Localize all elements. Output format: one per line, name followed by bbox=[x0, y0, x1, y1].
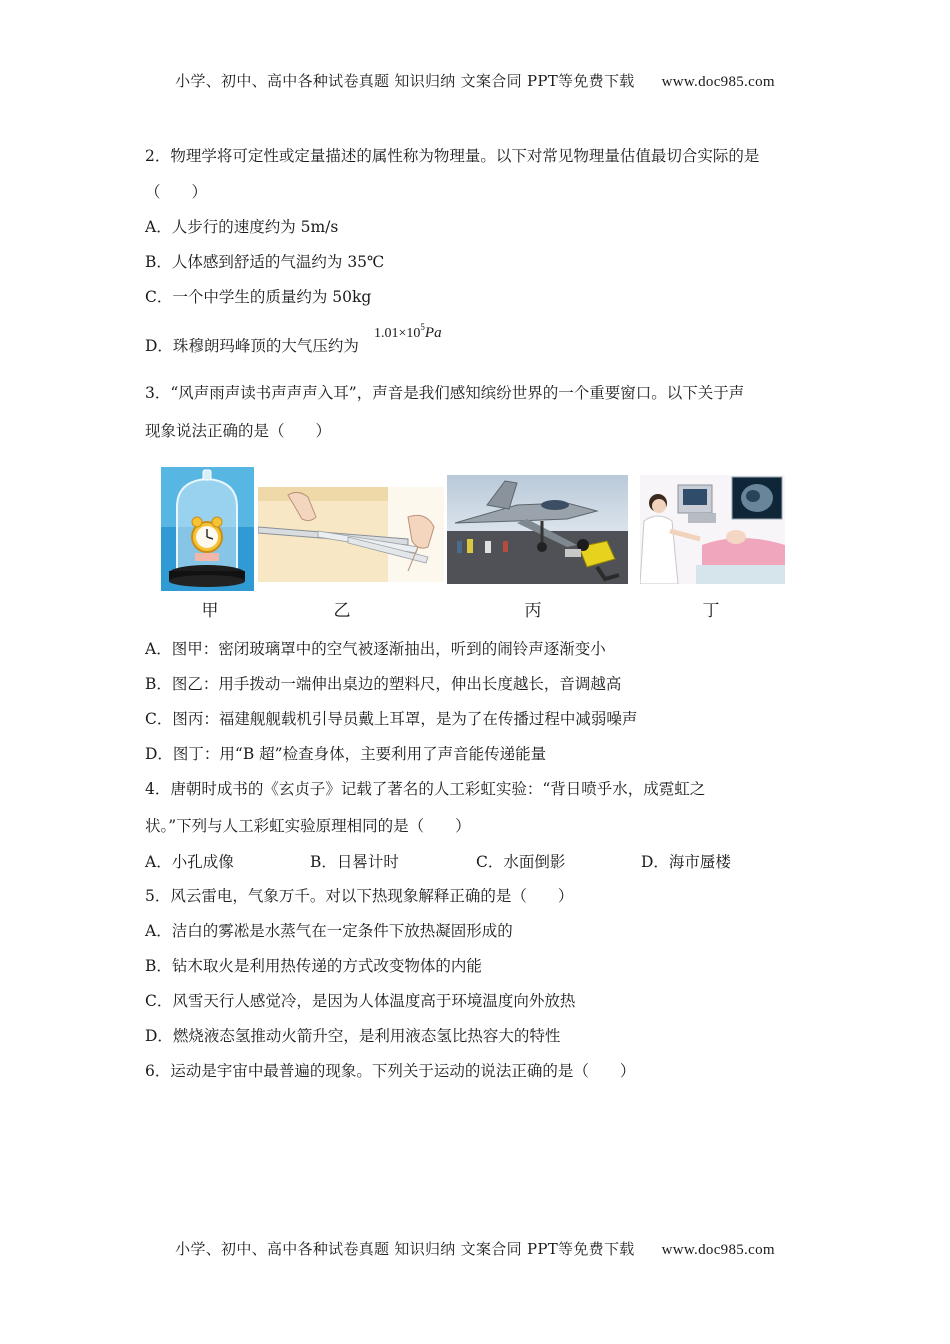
q4-stem-line2: 状。”下列与人工彩虹实验原理相同的是（ ） bbox=[145, 817, 471, 835]
q5-stem: 5．风云雷电，气象万千。对以下热现象解释正确的是（ ） bbox=[145, 887, 574, 905]
q2-option-d: D．珠穆朗玛峰顶的大气压约为 bbox=[145, 337, 359, 355]
q2-paren: （ ） bbox=[145, 183, 208, 201]
figure-label-yi: 乙 bbox=[333, 601, 351, 621]
figure-ultrasound bbox=[640, 475, 785, 584]
q5-option-c: C．风雪天行人感觉冷，是因为人体温度高于环境温度向外放热 bbox=[145, 992, 576, 1010]
q4-option-d: D．海市蜃楼 bbox=[641, 853, 731, 871]
q3-stem-line2: 现象说法正确的是（ ） bbox=[145, 422, 332, 440]
figure-bell-jar bbox=[161, 467, 254, 591]
q3-stem-line1: 3．“风声雨声读书声声声入耳”，声音是我们感知缤纷世界的一个重要窗口。以下关于声 bbox=[145, 384, 745, 402]
formula-exponent: 5 bbox=[420, 322, 425, 332]
formula-base: 1.01×10 bbox=[374, 326, 421, 341]
q2-formula bbox=[374, 322, 442, 342]
page-header bbox=[0, 70, 950, 91]
q4-option-a: A．小孔成像 bbox=[145, 853, 234, 871]
q5-option-d: D．燃烧液态氢推动火箭升空，是利用液态氢比热容大的特性 bbox=[145, 1027, 561, 1045]
formula-unit: Pa bbox=[424, 325, 442, 341]
q5-option-b: B．钻木取火是利用热传递的方式改变物体的内能 bbox=[145, 957, 482, 975]
header-url[interactable]: www.doc985.com bbox=[661, 74, 775, 90]
q2-option-c: C．一个中学生的质量约为 50kg bbox=[145, 288, 372, 306]
figure-ruler-table bbox=[258, 487, 444, 582]
q3-option-d: D．图丁：用“B 超”检查身体，主要利用了声音能传递能量 bbox=[145, 745, 547, 763]
footer-text: 小学、初中、高中各种试卷真题 知识归纳 文案合同 PPT等免费下载 bbox=[175, 1240, 635, 1258]
q3-option-c: C．图丙：福建舰舰载机引导员戴上耳罩，是为了在传播过程中减弱噪声 bbox=[145, 710, 638, 728]
q6-stem: 6．运动是宇宙中最普遍的现象。下列关于运动的说法正确的是（ ） bbox=[145, 1062, 636, 1080]
q2-option-a: A．人步行的速度约为 5m/s bbox=[145, 218, 339, 236]
q3-option-a: A．图甲：密闭玻璃罩中的空气被逐渐抽出，听到的闹铃声逐渐变小 bbox=[145, 640, 606, 658]
figure-label-bing: 丙 bbox=[524, 601, 542, 621]
q2-option-b: B．人体感到舒适的气温约为 35℃ bbox=[145, 253, 385, 271]
q3-option-b: B．图乙：用手拨动一端伸出桌边的塑料尺，伸出长度越长，音调越高 bbox=[145, 675, 622, 693]
q2-stem: 2．物理学将可定性或定量描述的属性称为物理量。以下对常见物理量估值最切合实际的是 bbox=[145, 147, 760, 165]
q4-option-b: B．日晷计时 bbox=[310, 853, 399, 871]
figure-label-jia: 甲 bbox=[201, 601, 219, 621]
figure-label-ding: 丁 bbox=[702, 601, 720, 621]
header-text: 小学、初中、高中各种试卷真题 知识归纳 文案合同 PPT等免费下载 bbox=[175, 72, 635, 90]
q4-option-c: C．水面倒影 bbox=[476, 853, 566, 871]
page-footer bbox=[0, 1238, 950, 1259]
q5-option-a: A．洁白的雾凇是水蒸气在一定条件下放热凝固形成的 bbox=[145, 922, 513, 940]
figure-carrier-jet bbox=[447, 475, 628, 584]
footer-url[interactable]: www.doc985.com bbox=[661, 1242, 775, 1258]
q4-stem-line1: 4．唐朝时成书的《玄贞子》记载了著名的人工彩虹实验：“背日喷乎水，成霓虹之 bbox=[145, 780, 706, 798]
